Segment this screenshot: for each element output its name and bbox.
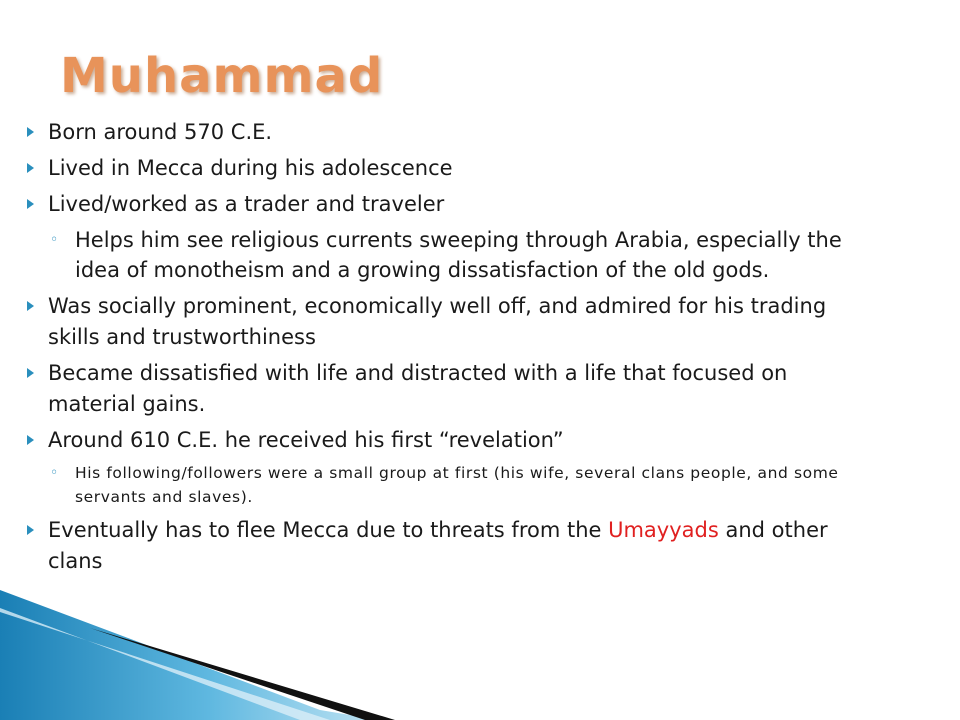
- bullet-text: Born around 570 C.E.: [48, 120, 273, 144]
- highlighted-term: Umayyads: [608, 518, 719, 542]
- bullet-item: [26, 515, 856, 577]
- bullet-text: Lived in Mecca during his adolescence: [48, 156, 453, 180]
- sub-bullet-item: [50, 225, 856, 285]
- bullet-text: [48, 518, 828, 573]
- triangle-arrow-icon: [26, 425, 34, 445]
- bullet-text-part: and other clans: [48, 518, 828, 573]
- triangle-arrow-icon: [26, 515, 34, 535]
- bullet-text-part: Eventually has to flee Mecca due to threats from the: [48, 518, 609, 542]
- triangle-arrow-icon: [26, 153, 34, 173]
- triangle-arrow-icon: [26, 291, 34, 311]
- bullet-text: His following/followers were a small group at first (his wife, several clans people, and some servants and slaves).: [75, 464, 839, 506]
- triangle-arrow-icon: [26, 117, 34, 137]
- bullet-item: [26, 425, 856, 456]
- bullet-text: Around 610 C.E. he received his first “revelation”: [48, 428, 564, 452]
- bullet-item: [26, 153, 856, 184]
- slide-title: Muhammad: [60, 48, 384, 104]
- bullet-item: [26, 189, 856, 220]
- ring-icon: ◦: [50, 465, 59, 481]
- triangle-arrow-icon: [26, 358, 34, 378]
- bullet-list: [26, 117, 856, 582]
- bullet-item: [26, 358, 856, 420]
- bullet-text: Was socially prominent, economically well off, and admired for his trading skills and trustworthiness: [48, 294, 827, 349]
- bullet-item: [26, 291, 856, 353]
- bullet-text: Lived/worked as a trader and traveler: [48, 192, 445, 216]
- bullet-text: Helps him see religious currents sweeping through Arabia, especially the idea of monotheism and a growing dissatisfaction of the old gods.: [75, 228, 842, 282]
- ring-icon: ◦: [50, 232, 59, 248]
- bullet-text: Became dissatisfied with life and distracted with a life that focused on material gains.: [48, 361, 788, 416]
- triangle-arrow-icon: [26, 189, 34, 209]
- corner-decoration: [0, 570, 400, 720]
- sub-bullet-item: [50, 461, 856, 509]
- bullet-item: [26, 117, 856, 148]
